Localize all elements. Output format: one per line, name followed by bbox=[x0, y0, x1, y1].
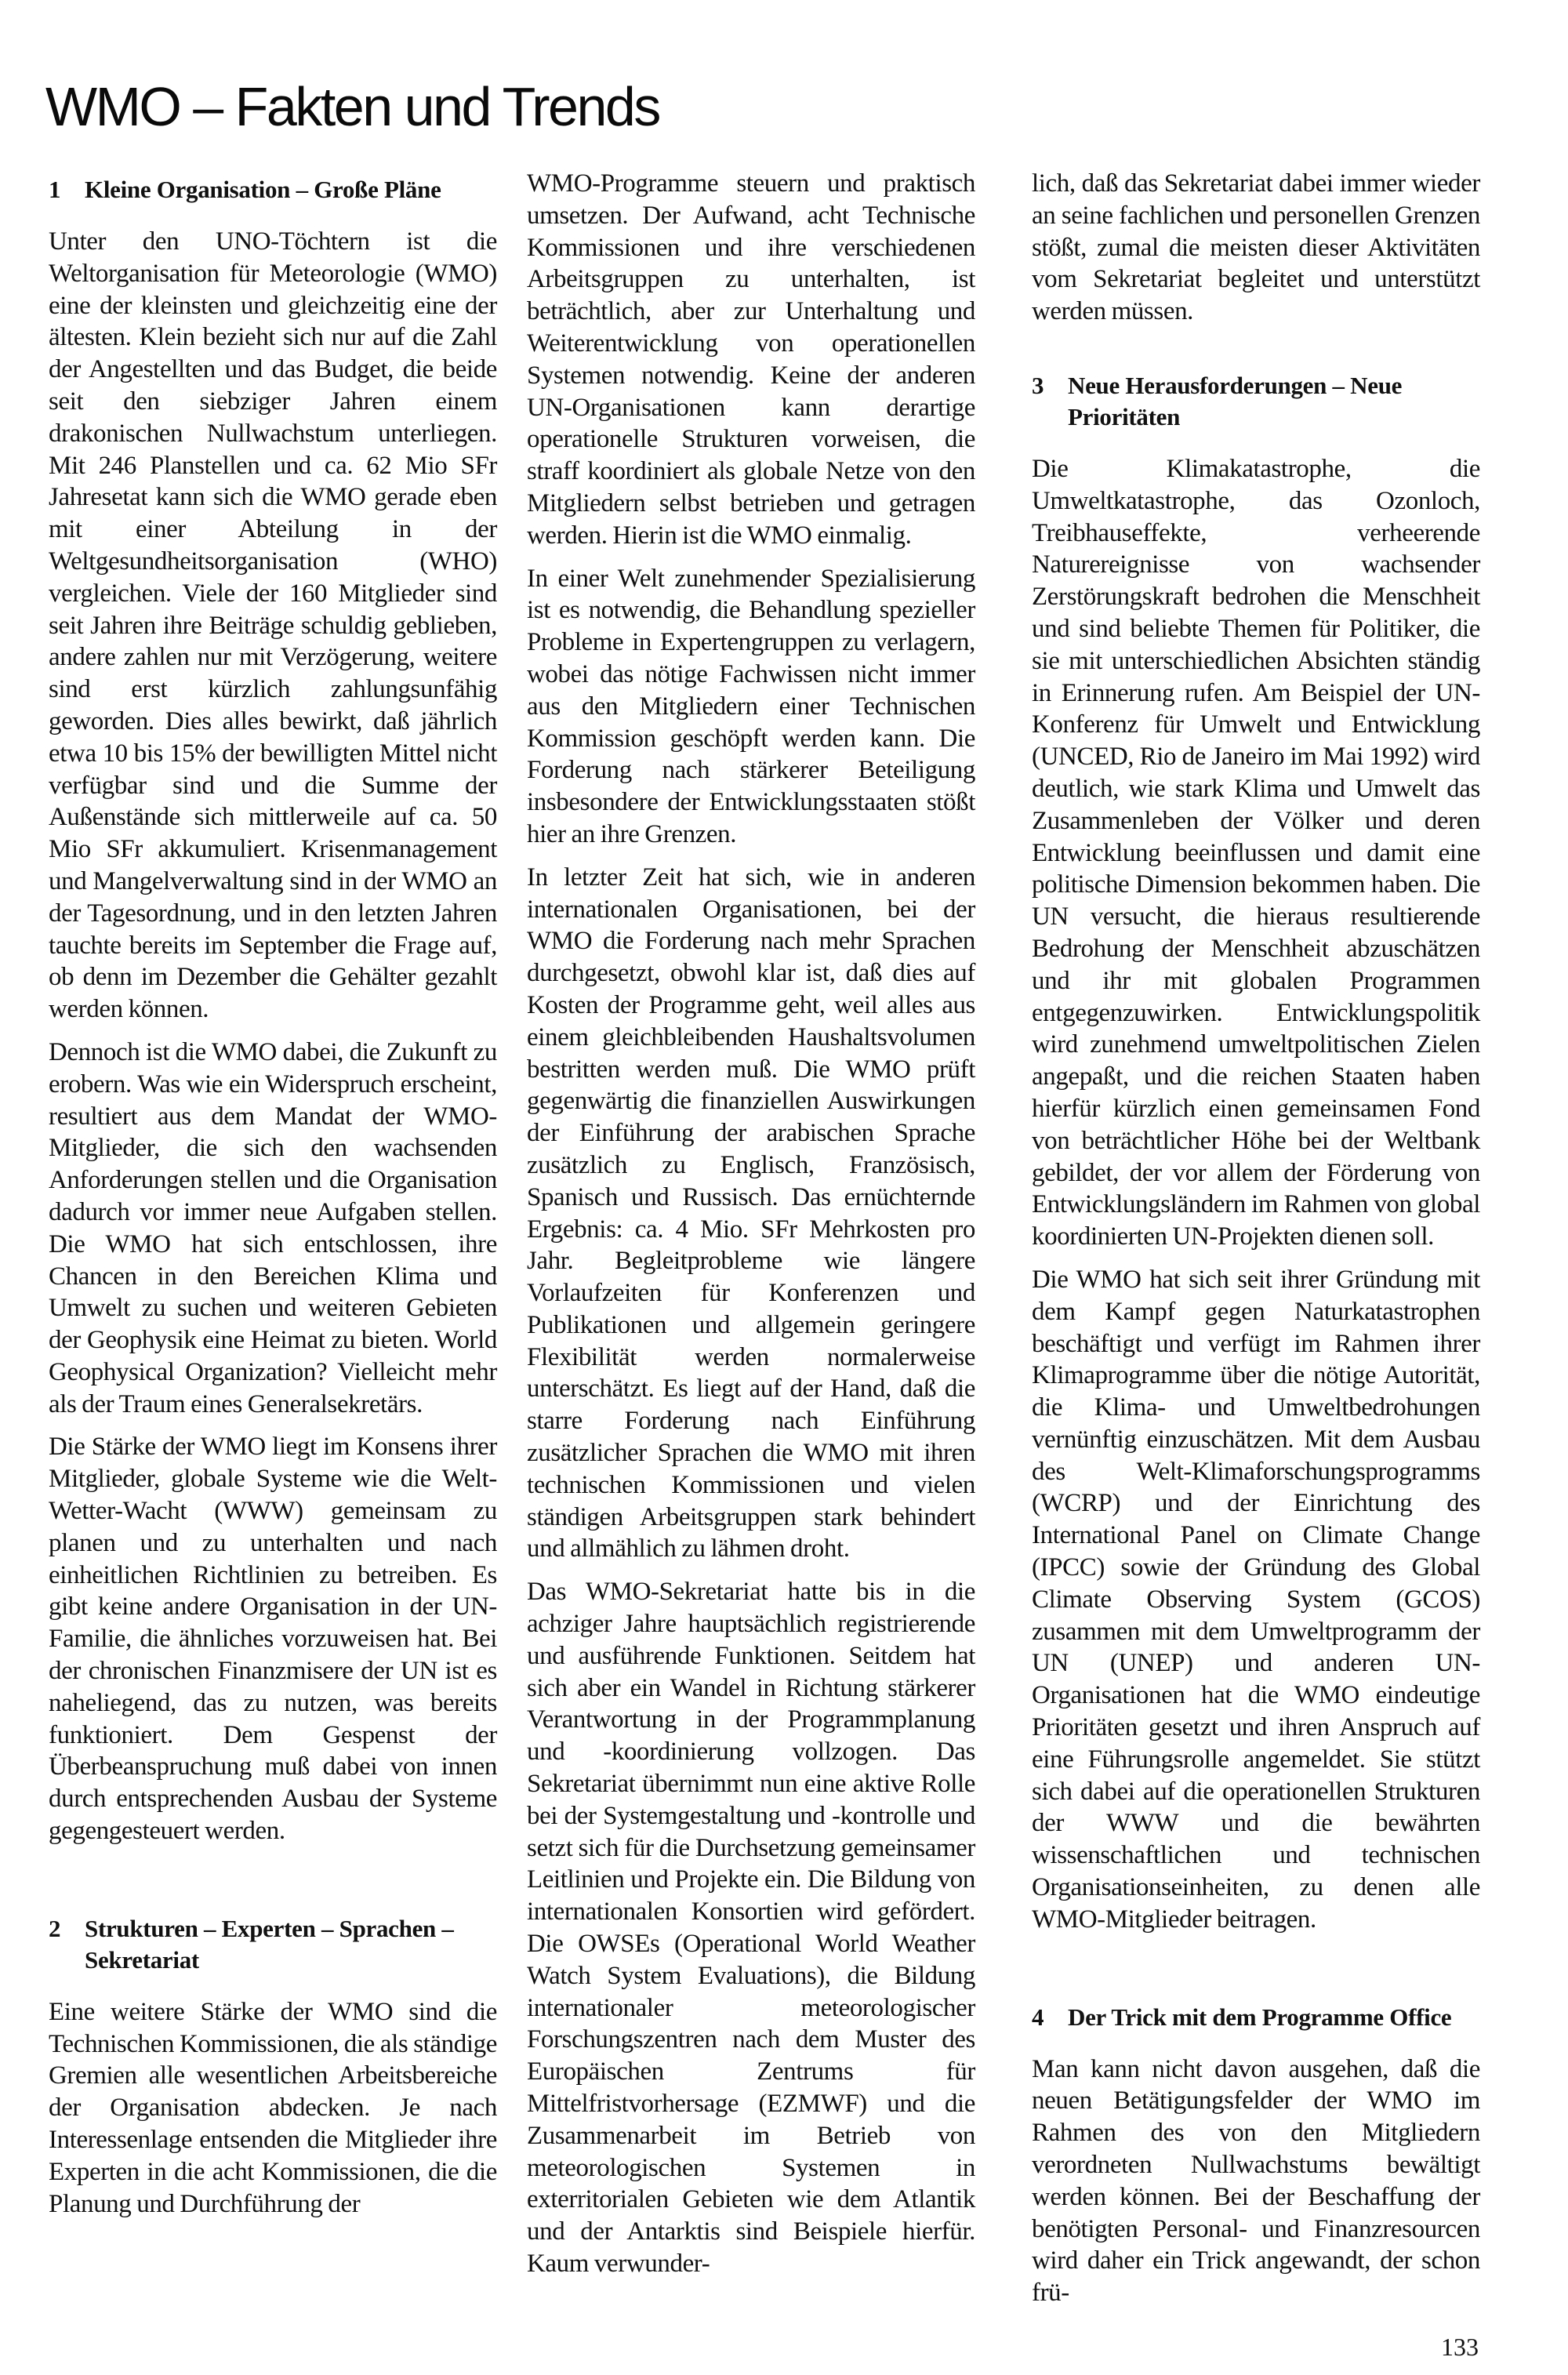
paragraph: In letzter Zeit hat sich, wie in anderen internationalen Organisationen, bei der WMO die Forderung nach mehr Sprachen durchgesetzt, obwohl klar ist, daß dies auf Kosten der Programme geht, weil alles aus einem gleichbleibenden Haushaltsvolumen bestritten werden muß. Die WMO prüft gegenwärtig die finanziellen Auswirkungen der Einführung der arabischen Sprache zusätzlich zu Englisch, Französisch, Spanisch und Russisch. Das ernüchternde Ergebnis: ca. 4 Mio. SFr Mehrkosten pro Jahr. Begleitprobleme wie längere Vorlaufzeiten für Konferenzen und Publikationen und allgemein geringere Flexibilität werden normalerweise unterschätzt. Es liegt auf der Hand, daß die starre Forderung nach Einführung zusätzlicher Sprachen die WMO mit ihren technischen Kommissionen und vielen ständigen Arbeitsgruppen stark behindert und allmählich zu lähmen droht. bbox=[527, 862, 975, 1563]
section-heading bbox=[1032, 2002, 1480, 2033]
section-heading bbox=[1032, 370, 1480, 433]
section-number: 4 bbox=[1032, 2003, 1044, 2031]
section-number: 1 bbox=[49, 176, 61, 203]
section-number: 3 bbox=[1032, 371, 1044, 399]
section-heading bbox=[49, 1913, 497, 1976]
paragraph: Die Stärke der WMO liegt im Konsens ihrer Mitglieder, globale Systeme wie die Welt-Wetter-Wacht (WWW) gemeinsam zu planen und zu unterhalten und nach einheitlichen Richtlinien zu betreiben. Es gibt keine andere Organisation in der UN-Familie, die ähnliches vorzuweisen hat. Bei der chronischen Finanzmisere der UN ist es naheliegend, das zu nutzen, was bereits funktioniert. Dem Gespenst der Überbeanspruchung muß dabei von innen durch entsprechenden Ausbau der Systeme gegengesteuert werden. bbox=[49, 1433, 497, 1846]
paragraph: In einer Welt zunehmender Spezialisierung ist es notwendig, die Behandlung spezieller Probleme in Expertengruppen zu verlagern, wobei das nötige Fachwissen nicht immer aus den Mitgliedern einer Technischen Kommission geschöpft werden kann. Die Forderung nach stärkerer Beteiligung insbesondere der Entwicklungsstaaten stößt hier an ihre Grenzen. bbox=[527, 564, 975, 848]
paragraph: Unter den UNO-Töchtern ist die Weltorganisation für Meteorologie (WMO) eine der kleinsten und gleichzeitig eine der ältesten. Klein bezieht sich nur auf die Zahl der Angestellten und das Budget, die beide seit den siebziger Jahren einem drakonischen Nullwachstum unterliegen. Mit 246 Planstellen und ca. 62 Mio SFr Jahresetat kann sich die WMO gerade eben mit einer Abteilung in der Weltgesundheitsorganisation (WHO) vergleichen. Viele der 160 Mitglieder sind seit Jahren ihre Beiträge schuldig geblieben, andere zahlen nur mit Verzögerung, weitere sind erst kürzlich zahlungsunfähig geworden. Dies alles bewirkt, daß jährlich etwa 10 bis 15% der bewilligten Mittel nicht verfügbar sind und die Summe der Außenstände sich mittlerweile auf ca. 50 Mio SFr akkumuliert. Krisenmanagement und Mangelverwaltung sind in der WMO an der Tagesordnung, und in den letzten Jahren tauchte bereits im September die Frage auf, ob denn im Dezember die Gehälter gezahlt werden können. bbox=[49, 227, 497, 1024]
section-title: Strukturen – Experten – Sprachen – Sekretariat bbox=[85, 1914, 454, 1974]
section-title: Neue Herausforderungen – Neue Prioritäten bbox=[1068, 371, 1403, 430]
section-title: Der Trick mit dem Programme Office bbox=[1068, 2003, 1452, 2031]
paragraph: Die WMO hat sich seit ihrer Gründung mit dem Kampf gegen Naturkatastrophen beschäftigt und verfügt im Rahmen ihrer Klimaprogramme über die nötige Autorität, die Klima- und Umweltbedrohungen vernünftig einzuschätzen. Mit dem Ausbau des Welt-Klimaforschungsprogramms (WCRP) und der Einrichtung des International Panel on Climate Change (IPCC) sowie der Gründung des Global Climate Observing System (GCOS) zusammen mit dem Umweltprogramm der UN (UNEP) und anderen UN-Organisationen hat die WMO eindeutige Prioritäten gesetzt und ihren Anspruch auf eine Führungsrolle angemeldet. Sie stützt sich dabei auf die operationellen Strukturen der WWW und die bewährten wissenschaftlichen und technischen Organisationseinheiten, zu denen alle WMO-Mitglieder beitragen. bbox=[1032, 1265, 1480, 1934]
section-number: 2 bbox=[49, 1914, 61, 1942]
paragraph: WMO-Programme steuern und praktisch umsetzen. Der Aufwand, acht Technische Kommissionen und ihre verschiedenen Arbeitsgruppen zu unterhalten, ist beträchtlich, aber zur Unterhaltung und Weiterentwicklung von operationellen Systemen notwendig. Keine der anderen UN-Organisationen kann derartige operationelle Strukturen vorweisen, die straff koordiniert als globale Netze von den Mitgliedern selbst betrieben und getragen werden. Hierin ist die WMO einmalig. bbox=[527, 169, 975, 550]
page-title: WMO – Fakten und Trends bbox=[45, 76, 659, 137]
column-2 bbox=[527, 168, 975, 2291]
column-3 bbox=[1032, 168, 1480, 2320]
column-3-lead bbox=[1032, 168, 1480, 339]
paragraph: Das WMO-Sekretariat hatte bis in die achziger Jahre hauptsächlich registrierende und ausführende Funktionen. Seitdem hat sich aber ein Wandel in Richtung stärkerer Verantwortung in der Programmplanung und -koordinierung vollzogen. Das Sekretariat übernimmt nun eine aktive Rolle bei der Systemgestaltung und -kontrolle und setzt sich für die Durchsetzung gemeinsamer Leitlinien und Projekte ein. Die Bildung von internationalen Konsortien wird gefördert. Die OWSEs (Operational World Weather Watch System Evaluations), die Bildung internationaler meteorologischer Forschungszentren nach dem Muster des Europäischen Zentrums für Mittelfristvorhersage (EZMWF) und die Zusammenarbeit im Betrieb von meteorologischen Systemen in exterritorialen Gebieten wie dem Atlantik und der Antarktis sind Beispiele hierfür. Kaum verwunder- bbox=[527, 1578, 975, 2278]
page-number: 133 bbox=[1441, 2333, 1479, 2362]
section-2 bbox=[49, 1913, 497, 2232]
section-1 bbox=[49, 174, 497, 1858]
paragraph: Eine weitere Stärke der WMO sind die Technischen Kommissionen, die als ständige Gremien alle wesentlichen Arbeitsbereiche der Organisation abdecken. Je nach Interessenlage entsenden die Mitglieder ihre Experten in die acht Kommissionen, die die Planung und Durchführung der bbox=[49, 1997, 497, 2218]
paragraph: Die Klimakatastrophe, die Umweltkatastrophe, das Ozonloch, Treibhauseffekte, verheerende Naturereignisse von wachsender Zerstörungskraft bedrohen die Menschheit und sind beliebte Themen für Politiker, die sie mit unterschiedlichen Absichten ständig in Erinnerung rufen. Am Beispiel der UN-Konferenz für Umwelt und Entwicklung (UNCED, Rio de Janeiro im Mai 1992) wird deutlich, wie stark Klima und Umwelt das Zusammenleben der Völker und deren Entwicklung beeinflussen und damit eine politische Dimension bekommen haben. Die UN versucht, die hieraus resultierende Bedrohung der Menschheit abzuschätzen und ihr mit globalen Programmen entgegenzuwirken. Entwicklungspolitik wird zunehmend umweltpolitischen Zielen angepaßt, und die reichen Staaten haben hierfür kürzlich einen gemeinsamen Fond von beträchtlicher Höhe bei der Weltbank gebildet, der vor allem der Förderung von Entwicklungsländern im Rahmen von global koordinierten UN-Projekten dienen soll. bbox=[1032, 454, 1480, 1251]
section-4 bbox=[1032, 2002, 1480, 2320]
column-2-text bbox=[527, 168, 975, 2291]
section-3 bbox=[1032, 370, 1480, 1947]
section-heading bbox=[49, 174, 497, 205]
paragraph: Dennoch ist die WMO dabei, die Zukunft zu erobern. Was wie ein Widerspruch erscheint, resultiert aus dem Mandat der WMO-Mitglieder, die sich den wachsenden Anforderungen stellen und die Organisation dadurch vor immer neue Aufgaben stellen. Die WMO hat sich entschlossen, ihre Chancen in den Bereichen Klima und Umwelt zu suchen und weiteren Gebieten der Geophysik eine Heimat zu bieten. World Geophysical Organization? Vielleicht mehr als der Traum eines Generalsekretärs. bbox=[49, 1037, 497, 1418]
column-1 bbox=[49, 174, 497, 2231]
paragraph: Man kann nicht davon ausgehen, daß die neuen Betätigungsfelder der WMO im Rahmen des von den Mitgliedern verordneten Nullwachstums bewältigt werden können. Bei der Beschaffung der benötigten Personal- und Finanzresourcen wird daher ein Trick angewandt, der schon frü- bbox=[1032, 2054, 1480, 2308]
paragraph: lich, daß das Sekretariat dabei immer wieder an seine fachlichen und personellen Grenzen stößt, zumal die meisten dieser Aktivitäten vom Sekretariat begleitet und unterstützt werden müssen. bbox=[1032, 169, 1480, 326]
section-title: Kleine Organisation – Große Pläne bbox=[85, 176, 441, 203]
